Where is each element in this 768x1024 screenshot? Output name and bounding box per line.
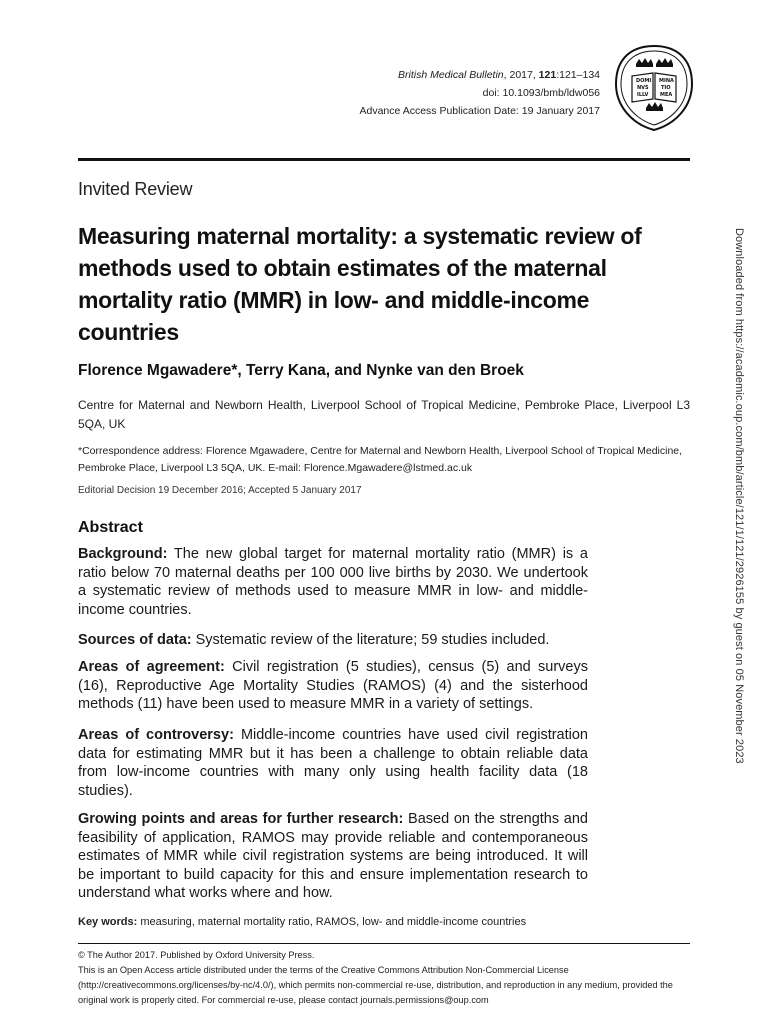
abstract-text: The new global target for maternal mortality ratio (MMR) is a ratio below 70 maternal deaths per 100 000 live births by 2030. We undertook a systematic review of methods used to measure MMR in low- and middle-income countries. <box>78 546 588 618</box>
seal-text-right-3: MEA <box>660 92 673 98</box>
seal-text-left-1: DOMI <box>636 78 652 84</box>
footer-rule <box>78 943 690 944</box>
journal-header <box>360 66 601 120</box>
volume: 121 <box>538 69 557 81</box>
abstract-label: Areas of agreement: <box>78 659 225 675</box>
editorial-dates: Editorial Decision 19 December 2016; Accepted 5 January 2017 <box>78 485 362 496</box>
abstract-growing-points <box>78 810 588 903</box>
keywords-text: measuring, maternal mortality ratio, RAMOS, low- and middle-income countries <box>137 916 527 928</box>
author-list: Florence Mgawadere*, Terry Kana, and Nynke van den Broek <box>78 362 524 379</box>
abstract-label: Growing points and areas for further research: <box>78 811 404 827</box>
abstract-sources <box>78 631 588 650</box>
article-title: Measuring maternal mortality: a systematic review of methods used to obtain estimates of the maternal mortality ratio (MMR) in low- and middle-income countries <box>78 223 642 345</box>
abstract-text: Civil registration (5 studies), census (5) and surveys (16), Reproductive Age Mortality Studies (RAMOS) (4) and the sisterhood methods (11) have been used to measure MMR in a variety of settings. <box>78 659 588 712</box>
keywords <box>78 916 690 928</box>
abstract-text: Based on the strengths and feasibility of application, RAMOS may provide reliable and contemporaneous estimates of MMR while civil registration systems are being introduced. It will be important to build capacity for this and ensure implementation research to understand what works where and how. <box>78 811 588 901</box>
access-date: Advance Access Publication Date: 19 January 2017 <box>359 105 600 117</box>
abstract-label: Background: <box>78 546 168 562</box>
download-watermark: Downloaded from https://academic.oup.com/bmb/article/121/1/121/2926155 by guest on 05 November 2023 <box>733 228 745 764</box>
abstract-background <box>78 545 588 619</box>
abstract-label: Sources of data: <box>78 632 192 648</box>
seal-text-left-2: NVS <box>637 85 649 91</box>
oxford-seal-logo <box>614 44 694 132</box>
abstract-agreement <box>78 658 588 714</box>
seal-text-left-3: ILLV <box>637 92 649 98</box>
seal-text-right-1: MINA <box>659 78 674 84</box>
article-type: Invited Review <box>78 179 193 199</box>
correspondence-address: *Correspondence address: Florence Mgawadere, Centre for Maternal and Newborn Health, Liverpool School of Tropical Medicine, Pembroke Place, Liverpool L3 5QA, UK. E-mail: Florence.Mgawadere@lstmed.ac.uk <box>78 445 683 474</box>
abstract-heading: Abstract <box>78 519 143 536</box>
seal-text-right-2: TIO <box>661 85 671 91</box>
abstract-controversy <box>78 726 588 800</box>
journal-citation: British Medical Bulletin, 2017, 121:121–134 <box>398 69 600 81</box>
keywords-label: Key words: <box>78 916 138 928</box>
header-rule <box>78 158 690 161</box>
license-footer <box>78 948 690 1008</box>
abstract-text: Systematic review of the literature; 59 studies included. <box>191 632 550 648</box>
copyright-notice: © The Author 2017. Published by Oxford University Press. <box>78 950 315 960</box>
abstract-text: Middle-income countries have used civil registration data for estimating MMR but it has been a challenge to obtain reliable data from low-income countries with many only using health facility data (18 studies). <box>78 727 588 799</box>
doi: doi: 10.1093/bmb/ldw056 <box>482 87 600 99</box>
license-text: This is an Open Access article distributed under the terms of the Creative Commons Attribution Non-Commercial License (http://creativecommons.org/licenses/by-nc/4.0/), which permits non-commercial re-use, distribution, and reproduction in any medium, provided the original work is properly cited. For commercial re-use, please contact journals.permissions@oup.com <box>78 965 673 1005</box>
affiliation: Centre for Maternal and Newborn Health, Liverpool School of Tropical Medicine, Pembroke Place, Liverpool L3 5QA, UK <box>78 398 690 431</box>
journal-name: British Medical Bulletin <box>398 69 504 81</box>
abstract-label: Areas of controversy: <box>78 727 234 743</box>
